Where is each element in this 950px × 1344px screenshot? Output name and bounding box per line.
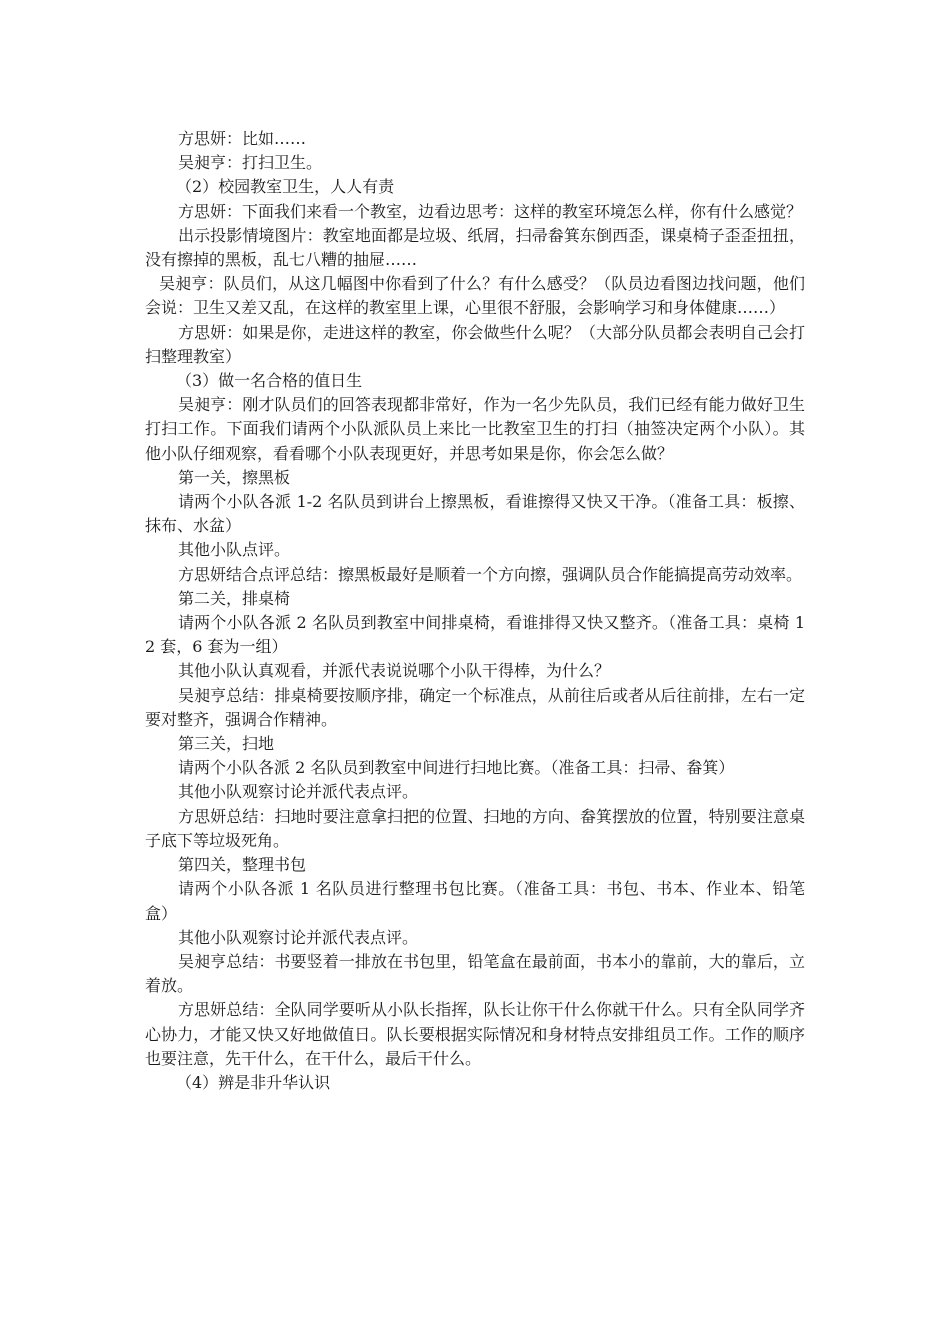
paragraph: 方思妍总结：全队同学要听从小队长指挥，队长让你干什么你就干什么。只有全队同学齐心协力，才能又快又好地做值日。队长要根据实际情况和身材特点安排组员工作。工作的顺序也要注意，先干什么，在干什么，最后干什么。 <box>145 1000 805 1068</box>
paragraph: 吴昶亨总结：排桌椅要按顺序排，确定一个标准点，从前往后或者从后往前排，左右一定要对整齐，强调合作精神。 <box>145 685 805 729</box>
section-heading: （4）辨是非升华认识 <box>176 1072 331 1092</box>
paragraph: 吴昶亨：队员们，从这几幅图中你看到了什么？有什么感受？（队员边看图边找问题，他们会说：卫生又差又乱，在这样的教室里上课，心里很不舒服，会影响学习和身体健康……） <box>145 274 805 318</box>
level-heading: 第三关，扫地 <box>178 734 275 754</box>
section-heading: （3）做一名合格的值日生 <box>176 371 363 391</box>
level-heading: 第二关，排桌椅 <box>178 588 291 608</box>
paragraph: 方思妍：比如…… <box>178 129 307 148</box>
paragraph: 请两个小队各派 2 名队员到教室中间排桌椅，看谁排得又快又整齐。（准备工具：桌椅 12 套，6 套为一组） <box>145 613 805 657</box>
level-heading: 第四关，整理书包 <box>178 855 307 875</box>
paragraph: 其他小队观察讨论并派代表点评。 <box>178 782 419 802</box>
paragraph: 请两个小队各派 2 名队员到教室中间进行扫地比赛。（准备工具：扫帚、畚箕） <box>178 758 735 778</box>
paragraph: 方思妍：下面我们来看一个教室，边看边思考：这样的教室环境怎么样，你有什么感觉？ <box>178 201 803 221</box>
paragraph: 出示投影情境图片：教室地面都是垃圾、纸屑，扫帚畚箕东倒西歪，课桌椅子歪歪扭扭，没有擦掉的黑板，乱七八糟的抽屉…… <box>145 225 805 270</box>
paragraph: 请两个小队各派 1 名队员进行整理书包比赛。（准备工具：书包、书本、作业本、铅笔盒） <box>145 879 805 923</box>
paragraph: 其他小队认真观看，并派代表说说哪个小队干得棒，为什么？ <box>178 661 611 681</box>
paragraph: 吴昶亨：打扫卫生。 <box>178 153 323 173</box>
paragraph: 方思妍结合点评总结：擦黑板最好是顺着一个方向擦，强调队员合作能搞提高劳动效率。 <box>178 564 803 584</box>
document-body <box>145 127 805 1095</box>
paragraph: 吴昶亨总结：书要竖着一排放在书包里，铅笔盒在最前面，书本小的靠前，大的靠后，立着放。 <box>145 951 805 996</box>
paragraph: 方思妍总结：扫地时要注意拿扫把的位置、扫地的方向、畚箕摆放的位置，特别要注意桌子底下等垃圾死角。 <box>145 806 805 850</box>
level-heading: 第一关，擦黑板 <box>178 467 291 487</box>
paragraph: 方思妍：如果是你，走进这样的教室，你会做些什么呢？（大部分队员都会表明自己会打扫整理教室） <box>145 322 805 366</box>
section-heading: （2）校园教室卫生，人人有责 <box>176 177 395 197</box>
paragraph: 其他小队点评。 <box>178 540 291 560</box>
paragraph: 其他小队观察讨论并派代表点评。 <box>178 927 419 947</box>
paragraph: 请两个小队各派 1-2 名队员到讲台上擦黑板，看谁擦得又快又干净。（准备工具：板擦、抹布、水盆） <box>145 492 805 536</box>
paragraph: 吴昶亨：刚才队员们的回答表现都非常好，作为一名少先队员，我们已经有能力做好卫生打扫工作。下面我们请两个小队派队员上来比一比教室卫生的打扫（抽签决定两个小队）。其他小队仔细观察，看看哪个小队表现更好，并思考如果是你，你会怎么做？ <box>145 395 805 463</box>
